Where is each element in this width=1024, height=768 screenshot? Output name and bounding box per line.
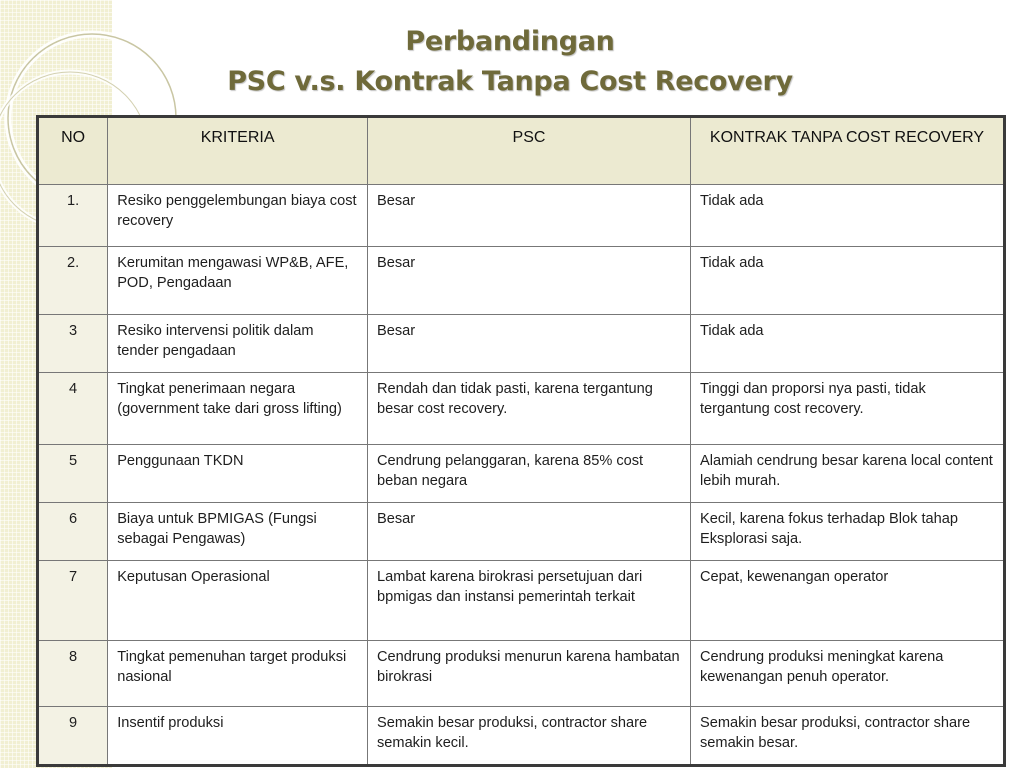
cell-kontrak: Semakin besar produksi, contractor share semakin besar. xyxy=(691,707,1005,766)
cell-psc: Semakin besar produksi, contractor share semakin kecil. xyxy=(368,707,691,766)
cell-kriteria: Insentif produksi xyxy=(108,707,368,766)
cell-kontrak: Alamiah cendrung besar karena local content lebih murah. xyxy=(691,445,1005,503)
cell-kriteria: Keputusan Operasional xyxy=(108,561,368,641)
cell-psc: Besar xyxy=(368,185,691,247)
header-kriteria: KRITERIA xyxy=(108,117,368,185)
header-no: NO xyxy=(38,117,108,185)
cell-kriteria: Tingkat penerimaan negara (government take dari gross lifting) xyxy=(108,373,368,445)
cell-no: 1. xyxy=(38,185,108,247)
cell-no: 4 xyxy=(38,373,108,445)
header-psc: PSC xyxy=(368,117,691,185)
table-row xyxy=(38,707,1005,766)
cell-no: 7 xyxy=(38,561,108,641)
cell-kontrak: Kecil, karena fokus terhadap Blok tahap Eksplorasi saja. xyxy=(691,503,1005,561)
cell-kriteria: Penggunaan TKDN xyxy=(108,445,368,503)
cell-psc: Besar xyxy=(368,247,691,315)
table-row xyxy=(38,185,1005,247)
table-header-row xyxy=(38,117,1005,185)
cell-no: 2. xyxy=(38,247,108,315)
cell-no: 9 xyxy=(38,707,108,766)
comparison-table xyxy=(36,115,1006,767)
cell-no: 6 xyxy=(38,503,108,561)
table-row xyxy=(38,503,1005,561)
table-row xyxy=(38,247,1005,315)
table-row xyxy=(38,641,1005,707)
cell-psc: Lambat karena birokrasi persetujuan dari bpmigas dan instansi pemerintah terkait xyxy=(368,561,691,641)
slide-title-line2: PSC v.s. Kontrak Tanpa Cost Recovery xyxy=(227,66,793,97)
table-row xyxy=(38,315,1005,373)
cell-kriteria: Resiko intervensi politik dalam tender pengadaan xyxy=(108,315,368,373)
cell-psc: Cendrung pelanggaran, karena 85% cost beban negara xyxy=(368,445,691,503)
table-row xyxy=(38,561,1005,641)
cell-psc: Besar xyxy=(368,503,691,561)
cell-psc: Besar xyxy=(368,315,691,373)
cell-kriteria: Tingkat pemenuhan target produksi nasional xyxy=(108,641,368,707)
cell-kontrak: Tidak ada xyxy=(691,185,1005,247)
table-row xyxy=(38,445,1005,503)
cell-kriteria: Biaya untuk BPMIGAS (Fungsi sebagai Pengawas) xyxy=(108,503,368,561)
cell-kontrak: Cendrung produksi meningkat karena kewenangan penuh operator. xyxy=(691,641,1005,707)
cell-kontrak: Cepat, kewenangan operator xyxy=(691,561,1005,641)
slide-title-line1: Perbandingan xyxy=(405,26,615,57)
table-row xyxy=(38,373,1005,445)
header-kontrak: KONTRAK TANPA COST RECOVERY xyxy=(691,117,1005,185)
cell-kontrak: Tinggi dan proporsi nya pasti, tidak tergantung cost recovery. xyxy=(691,373,1005,445)
cell-psc: Rendah dan tidak pasti, karena tergantung besar cost recovery. xyxy=(368,373,691,445)
cell-no: 3 xyxy=(38,315,108,373)
cell-kriteria: Resiko penggelembungan biaya cost recovery xyxy=(108,185,368,247)
cell-kontrak: Tidak ada xyxy=(691,247,1005,315)
cell-no: 8 xyxy=(38,641,108,707)
cell-no: 5 xyxy=(38,445,108,503)
cell-kontrak: Tidak ada xyxy=(691,315,1005,373)
slide-title xyxy=(120,22,900,102)
cell-psc: Cendrung produksi menurun karena hambatan birokrasi xyxy=(368,641,691,707)
cell-kriteria: Kerumitan mengawasi WP&B, AFE, POD, Pengadaan xyxy=(108,247,368,315)
